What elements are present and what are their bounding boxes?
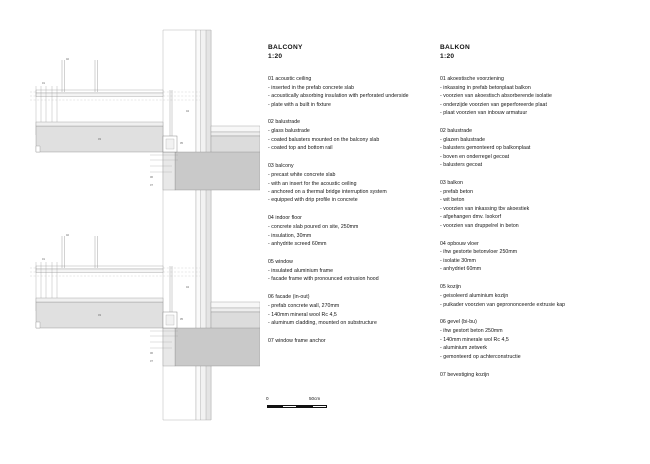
scale-bar-segment — [282, 405, 297, 408]
legend-block — [268, 258, 428, 284]
legend-heading: 05 kozijn — [440, 284, 461, 291]
legend-line: - glass balustrade — [268, 128, 310, 135]
legend-block — [268, 293, 428, 327]
lower-detail — [30, 233, 260, 366]
svg-text:02: 02 — [66, 58, 69, 61]
legend-scale-dutch: 1:20 — [440, 52, 455, 60]
legend-line: - isolatie 30mm — [440, 257, 476, 264]
legend-heading: 07 window frame anchor — [268, 337, 326, 344]
legend-line: - coated top and bottom rail — [268, 145, 333, 152]
legend-line: - with an insert for the acoustic ceiling — [268, 180, 357, 187]
scale-bar-segment — [312, 405, 327, 408]
legend-line: - plaat voorzien van inbouw armatuur — [440, 109, 528, 116]
legend-block — [440, 127, 610, 170]
legend-line: - afgehangen dmv. Isokorf — [440, 214, 502, 221]
legend-line: - voorzien van druppelrel in beton — [440, 222, 519, 229]
legend-line: - voorzien van akoestisch absorberende isolatie — [440, 93, 552, 100]
legend-block — [268, 75, 428, 109]
svg-text:06: 06 — [150, 352, 153, 355]
legend-block — [268, 337, 428, 345]
legend-line: - gemonteerd op achterconstructie — [440, 353, 521, 360]
legend-block — [440, 318, 610, 361]
legend-line: - balusters gemonteerd op balkonplaat — [440, 145, 531, 152]
scale-bar-segment — [267, 405, 282, 408]
legend-column-english — [268, 44, 428, 355]
legend-line: - inkassing in prefab betonplaat balkon — [440, 84, 531, 91]
legend-line: - precast white concrete slab — [268, 172, 336, 179]
legend-heading: 06 gevel (bi-bu) — [440, 319, 477, 326]
svg-text:04: 04 — [186, 110, 189, 113]
svg-text:05: 05 — [180, 142, 183, 145]
legend-block — [440, 240, 610, 274]
legend-line: - ihw gestort beton 250mm — [440, 328, 503, 335]
legend-line: - facade frame with pronounced extrusion hood — [268, 276, 379, 283]
legend-block — [440, 283, 610, 309]
legend-line: - boven en onderregel gecoat — [440, 153, 510, 160]
legend-scale-english: 1:20 — [268, 52, 283, 60]
legend-title-dutch: BALKON — [440, 44, 471, 51]
legend-line: - plate with a built in fixture — [268, 101, 331, 108]
legend-heading: 07 bevestiging kozijn — [440, 371, 490, 378]
legend-block — [268, 162, 428, 205]
svg-text:06: 06 — [150, 176, 153, 179]
legend-heading: 06 facade (in-out) — [268, 294, 310, 301]
legend-line: - 140mm mineral wool Rc 4,5 — [268, 311, 337, 318]
svg-text:07: 07 — [150, 360, 153, 363]
legend-line: - inserted in the prefab concrete slab — [268, 84, 355, 91]
section-drawing — [0, 0, 260, 459]
legend-line: - puikader voorzien van geprononceerde extrusie kap — [440, 301, 566, 308]
legend-line: - glazen balustrade — [440, 136, 486, 143]
legend-column-dutch — [440, 44, 610, 389]
legend-line: - anchored on a thermal bridge interruption system — [268, 188, 387, 195]
legend-line: - ihw gestorte betonvloer 250mm — [440, 249, 518, 256]
legend-line: - insulated aluminium frame — [268, 267, 334, 274]
legend-heading: 04 opbouw vloer — [440, 240, 479, 247]
legend-block — [268, 214, 428, 248]
legend-line: - anhydriet 60mm — [440, 266, 482, 273]
upper-detail — [30, 57, 260, 190]
svg-text:01: 01 — [42, 258, 45, 261]
legend-block — [440, 75, 610, 118]
svg-text:03: 03 — [98, 314, 101, 317]
legend-line: - voorzien van inkassing tbv akoestiek — [440, 205, 530, 212]
scale-bar — [266, 396, 344, 414]
legend-heading: 03 balcony — [268, 163, 294, 170]
scale-bar-segment — [297, 405, 312, 408]
legend-line: - onderzijde voorzien van geperforeerde plaat — [440, 101, 547, 108]
legend-line: - wit beton — [440, 197, 465, 204]
legend-line: - coated balusters mounted on the balcony slab — [268, 136, 380, 143]
legend-line: - anhydrite screed 60mm — [268, 241, 327, 248]
legend-heading: 03 balkon — [440, 180, 463, 186]
legend-heading: 01 akoestische voorziening — [440, 75, 504, 82]
legend-line: - aluminum cladding, mounted on substructure — [268, 319, 377, 326]
legend-block — [440, 371, 610, 379]
svg-text:02: 02 — [66, 234, 69, 237]
legend-heading: 01 acoustic ceiling — [268, 75, 312, 82]
legend-line: - aluminium zetwerk — [440, 345, 488, 352]
legend-line: - prefab concrete wall, 270mm — [268, 303, 340, 310]
svg-text:01: 01 — [42, 82, 45, 85]
legend-line: - balusters gecoat — [440, 162, 483, 169]
legend-line: - insulation, 30mm — [268, 232, 312, 239]
legend-line: - equipped with drip profile in concrete — [268, 197, 358, 204]
svg-text:04: 04 — [186, 286, 189, 289]
legend-heading: 04 indoor floor — [268, 215, 302, 222]
legend-block — [268, 118, 428, 152]
scale-bar-graphic — [267, 405, 327, 408]
legend-heading: 02 balustrade — [268, 119, 301, 126]
legend-line: - concrete slab poured on site, 250mm — [268, 224, 359, 231]
svg-text:03: 03 — [98, 138, 101, 141]
legend-heading: 05 window — [268, 258, 293, 265]
legend-line: - geisoleerd aluminium kozijn — [440, 293, 509, 300]
svg-text:05: 05 — [180, 318, 183, 321]
legend-block — [440, 179, 610, 230]
section-drawing-svg — [0, 0, 260, 459]
legend-heading: 02 balustrade — [440, 127, 473, 134]
legend-title-english: BALCONY — [268, 44, 303, 51]
scale-bar-zero-label: 0 — [266, 396, 269, 401]
legend-line: - 140mm minerale wol Rc 4,5 — [440, 336, 509, 343]
legend-line: - acoustically absorbing insulation with perforated underside — [268, 93, 409, 100]
svg-text:07: 07 — [150, 184, 153, 187]
scale-bar-end-label: 50cm — [309, 396, 321, 401]
legend-line: - prefab beton — [440, 188, 474, 195]
